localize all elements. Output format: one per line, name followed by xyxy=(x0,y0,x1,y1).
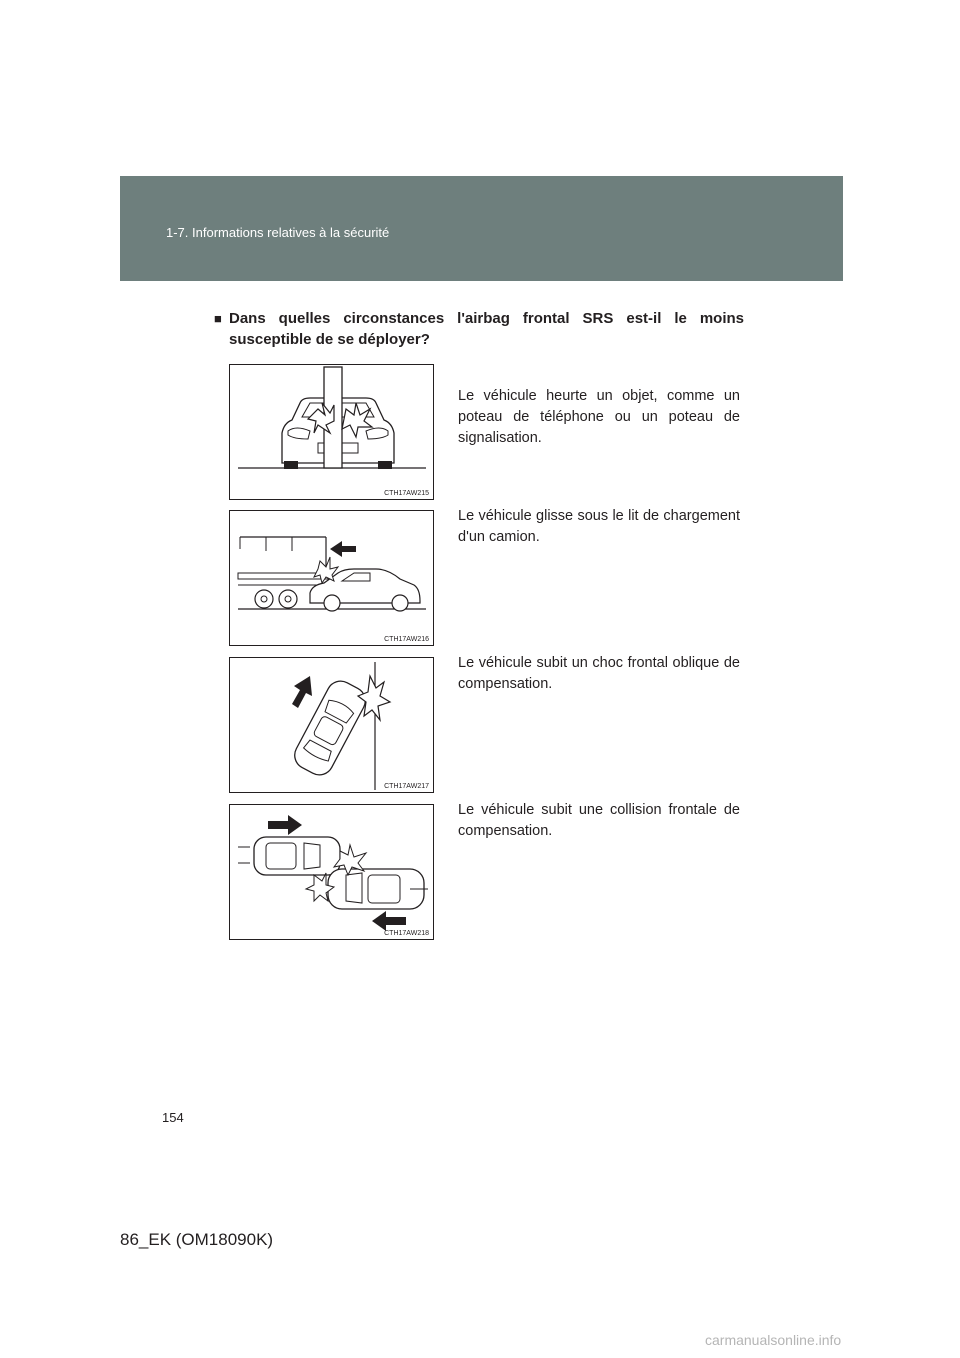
figure-code: CTH17AW216 xyxy=(384,636,429,643)
item-description: Le véhicule heurte un objet, comme un poteau de téléphone ou un poteau de signalisation. xyxy=(458,388,740,446)
item-description: Le véhicule subit un choc frontal oblique de compensation. xyxy=(458,655,740,692)
item-description: Le véhicule subit une collision frontale de compensation. xyxy=(458,802,740,839)
figure-pole-impact xyxy=(229,364,434,500)
bullet-square-icon: ■ xyxy=(214,311,222,326)
figure-code: CTH17AW215 xyxy=(384,490,429,497)
section-title: 1-7. Informations relatives à la sécurité xyxy=(166,225,390,240)
figure-offset-collision xyxy=(229,804,434,940)
document-id: 86_EK (OM18090K) xyxy=(120,1230,274,1249)
figure-oblique-collision xyxy=(229,657,434,793)
figure-truck-underride xyxy=(229,510,434,646)
page-number: 154 xyxy=(162,1110,184,1125)
offset-collision-illustration xyxy=(230,805,433,941)
header-band xyxy=(120,176,843,281)
question-text: Dans quelles circonstances l'airbag frontal SRS est-il le moins susceptible de se déployer? xyxy=(229,310,744,348)
oblique-collision-illustration xyxy=(230,658,433,792)
truck-underride-illustration xyxy=(230,511,433,645)
figure-code: CTH17AW217 xyxy=(384,783,429,790)
pole-impact-illustration xyxy=(230,365,433,499)
figure-code: CTH17AW218 xyxy=(384,930,429,937)
watermark: carmanualsonline.info xyxy=(705,1332,842,1348)
item-description: Le véhicule glisse sous le lit de chargement d'un camion. xyxy=(458,508,740,545)
question-heading xyxy=(214,308,744,350)
